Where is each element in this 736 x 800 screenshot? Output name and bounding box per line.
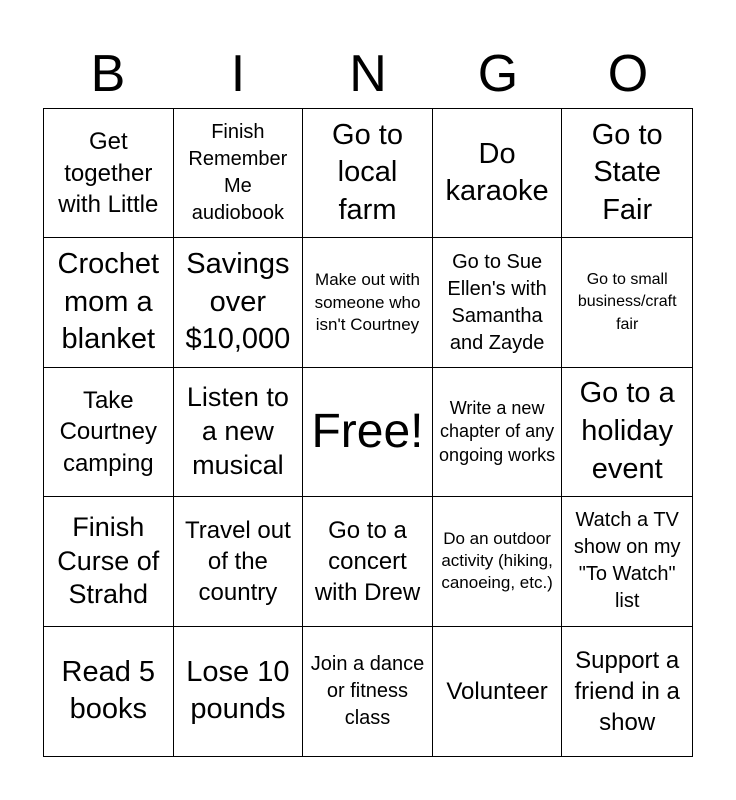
bingo-cell-r1c4[interactable]: Do karaoke <box>433 109 563 238</box>
header-letter-b: B <box>90 45 126 103</box>
bingo-cell-r5c1[interactable]: Read 5 books <box>44 627 174 756</box>
bingo-cell-r4c5[interactable]: Watch a TV show on my "To Watch" list <box>562 497 692 626</box>
bingo-header <box>43 40 693 108</box>
bingo-cell-r4c2[interactable]: Travel out of the country <box>174 497 304 626</box>
bingo-cell-r5c5[interactable]: Support a friend in a show <box>574 646 680 736</box>
bingo-cell-r2c3[interactable]: Make out with someone who isn't Courtney <box>303 238 433 367</box>
header-letter-g: G <box>477 45 519 103</box>
bingo-cell-r1c5[interactable]: Go to State Fair <box>562 109 692 238</box>
bingo-cell-r2c2[interactable]: Savings over $10,000 <box>174 238 304 367</box>
bingo-cell-r2c4[interactable]: Go to Sue Ellen's with Samantha and Zayde <box>433 238 563 367</box>
bingo-cell-r1c2[interactable]: Finish Remember Me audiobook <box>174 109 304 238</box>
bingo-cell-r3c1[interactable]: Take Courtney camping <box>44 368 174 497</box>
bingo-cell-r3c4[interactable]: Write a new chapter of any ongoing works <box>433 368 563 497</box>
bingo-cell-r1c3[interactable]: Go to local farm <box>303 109 433 238</box>
bingo-board <box>43 108 693 757</box>
bingo-cell-r1c1[interactable]: Get together with Little <box>44 109 174 238</box>
header-letter-i: I <box>230 45 246 103</box>
bingo-cell-r4c1[interactable]: Finish Curse of Strahd <box>44 497 174 626</box>
bingo-cell-r5c3[interactable]: Join a dance or fitness class <box>303 627 433 756</box>
bingo-cell-r2c5[interactable]: Go to small business/craft fair <box>562 238 692 367</box>
bingo-cell-r2c1[interactable]: Crochet mom a blanket <box>44 238 174 367</box>
bingo-cell-r5c2[interactable]: Lose 10 pounds <box>174 627 304 756</box>
bingo-cell-r3c5[interactable]: Go to a holiday event <box>562 368 692 497</box>
bingo-cell-r4c3[interactable]: Go to a concert with Drew <box>303 497 433 626</box>
header-letter-n: N <box>349 45 387 103</box>
bingo-cell-r3c2[interactable]: Listen to a new musical <box>174 368 304 497</box>
header-letter-o: O <box>607 45 649 103</box>
bingo-free-space[interactable]: Free! <box>303 368 433 497</box>
bingo-cell-r4c4[interactable]: Do an outdoor activity (hiking, canoeing, etc.) <box>433 497 563 626</box>
bingo-cell-r5c4[interactable]: Volunteer <box>433 627 563 756</box>
